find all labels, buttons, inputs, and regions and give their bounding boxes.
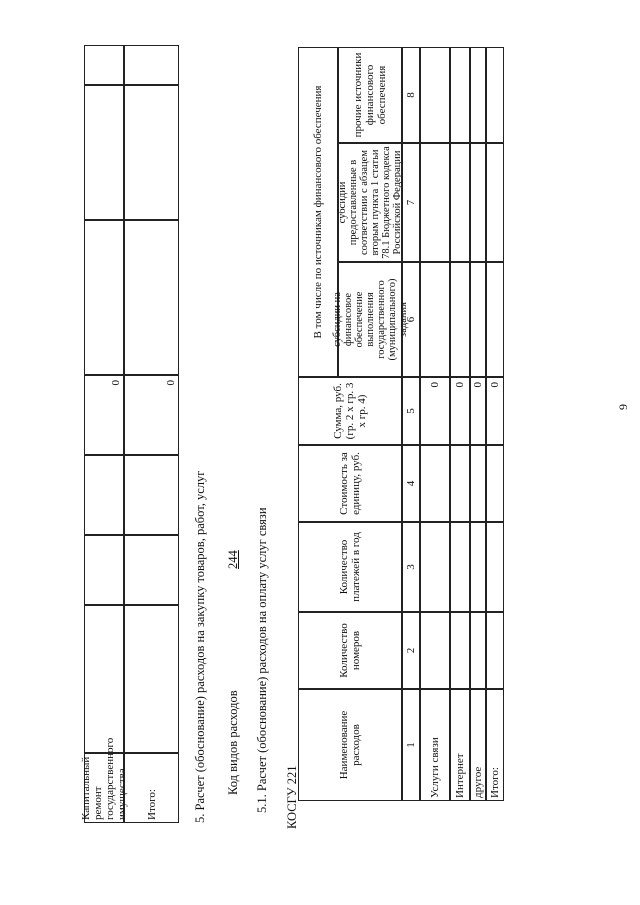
- col-number: 4: [402, 445, 420, 522]
- row-cell: [450, 47, 470, 143]
- row-cell: [470, 47, 486, 143]
- col-number: 7: [402, 143, 420, 262]
- header-other-sources: прочие источники финансового обеспечения: [338, 47, 402, 143]
- row-sum: 0: [450, 377, 470, 445]
- section-5-title: 5. Расчет (обоснование) расходов на закупку товаров, работ, услуг: [193, 470, 207, 823]
- col-number: 5: [402, 377, 420, 445]
- row-cell: [486, 143, 504, 262]
- top-cell: [84, 455, 124, 535]
- row-cell: [420, 143, 450, 262]
- row-cell: [470, 445, 486, 522]
- header-subsidy-78: субсидии предоставленные в соответствии с абзацем вторым пункта 1 статьи 78.1 Бюджетного кодекса Российской Федерации: [338, 143, 402, 262]
- top-row-capital-repair-label: Капитальный ремонт государственного имущества: [84, 753, 124, 823]
- row-cell: [420, 445, 450, 522]
- row-name: Итого:: [486, 689, 504, 801]
- page-number: 9: [616, 404, 630, 410]
- row-name: другое: [470, 689, 486, 801]
- row-cell: [486, 47, 504, 143]
- row-cell: [450, 522, 470, 612]
- header-name: Наименование расходов: [298, 689, 402, 801]
- row-cell: [486, 612, 504, 689]
- row-cell: [420, 522, 450, 612]
- row-cell: [486, 262, 504, 377]
- row-sum: 0: [470, 377, 486, 445]
- col-number: 3: [402, 522, 420, 612]
- top-cell: [124, 455, 179, 535]
- top-cell: [124, 535, 179, 605]
- row-name: Услуги связи: [420, 689, 450, 801]
- top-row-total-value: 0: [124, 375, 179, 455]
- col-number: 6: [402, 262, 420, 377]
- row-cell: [450, 262, 470, 377]
- code-label: Код видов расходов: [226, 690, 240, 795]
- top-cell: [124, 220, 179, 375]
- row-sum: 0: [486, 377, 504, 445]
- row-cell: [420, 262, 450, 377]
- col-number: 2: [402, 612, 420, 689]
- row-cell: [450, 445, 470, 522]
- header-unit-cost: Стоимость за единицу, руб.: [298, 445, 402, 522]
- code-value: 244: [226, 550, 240, 569]
- row-cell: [420, 612, 450, 689]
- top-cell: [124, 85, 179, 220]
- header-payments: Количество платежей в год: [298, 522, 402, 612]
- header-count: Количество номеров: [298, 612, 402, 689]
- row-sum: 0: [420, 377, 450, 445]
- col-number: 8: [402, 47, 420, 143]
- top-row-capital-repair-value: 0: [84, 375, 124, 455]
- top-cell: [124, 45, 179, 85]
- row-cell: [470, 522, 486, 612]
- row-cell: [470, 612, 486, 689]
- row-cell: [450, 612, 470, 689]
- row-cell: [420, 47, 450, 143]
- top-cell: [84, 85, 124, 220]
- col-number: 1: [402, 689, 420, 801]
- header-sources-group: В том числе по источникам финансового обеспечения: [298, 47, 338, 377]
- top-cell: [124, 605, 179, 753]
- top-row-total-label: Итого:: [124, 753, 179, 823]
- top-cell: [84, 45, 124, 85]
- top-cell: [84, 535, 124, 605]
- kosgu-label: КОСГУ 221: [285, 765, 299, 829]
- row-name: Интернет: [450, 689, 470, 801]
- top-cell: [84, 220, 124, 375]
- section-5-1-title: 5.1. Расчет (обоснование) расходов на оплату услуг связи: [255, 507, 269, 813]
- top-cell: [84, 605, 124, 753]
- header-sum: Сумма, руб. (гр. 2 x гр. 3 x гр. 4): [298, 377, 402, 445]
- header-subsidy-gz: субсидии на финансовое обеспечение выполнения государственного (муниципального) задания: [338, 262, 402, 377]
- row-cell: [486, 445, 504, 522]
- row-cell: [450, 143, 470, 262]
- row-cell: [470, 262, 486, 377]
- row-cell: [470, 143, 486, 262]
- row-cell: [486, 522, 504, 612]
